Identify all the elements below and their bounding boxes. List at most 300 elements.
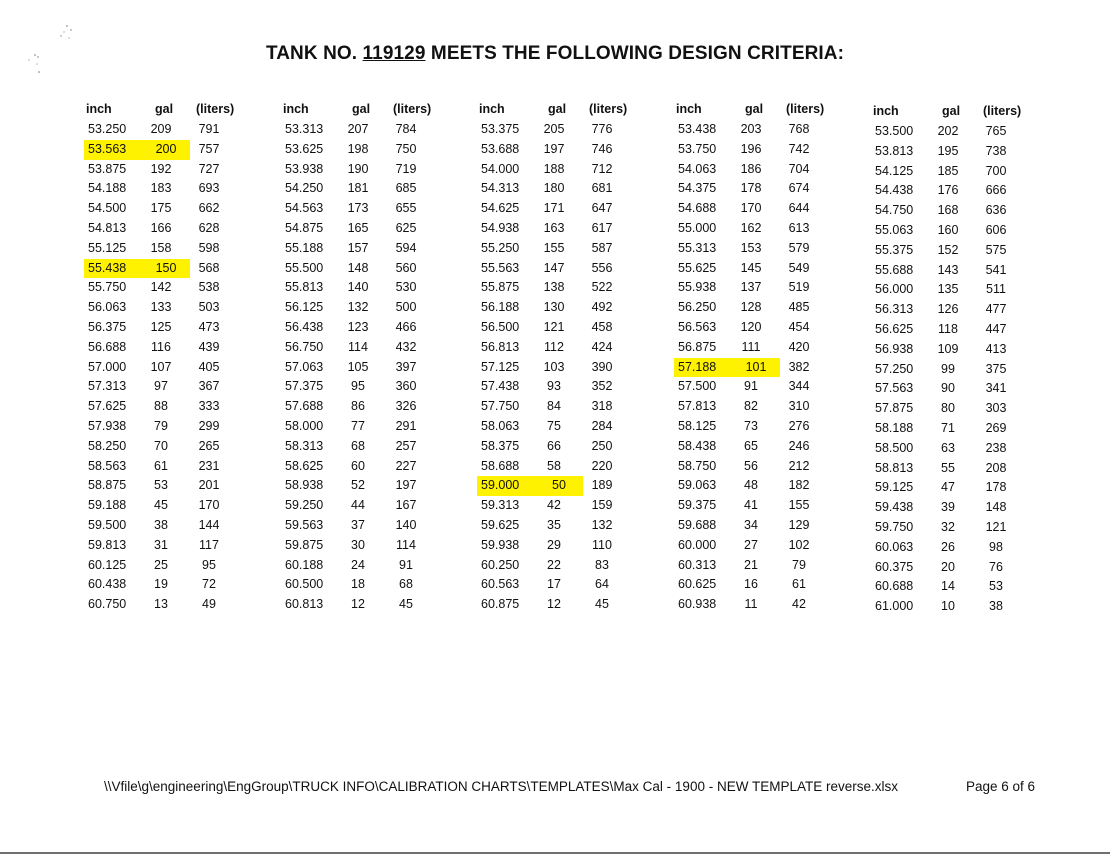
liters-cell: 432: [395, 339, 417, 354]
liters-cell: 727: [198, 161, 220, 176]
liters-cell: 344: [788, 379, 810, 394]
liters-cell: 644: [788, 201, 810, 216]
inch-cell: 57.313: [88, 379, 127, 394]
table-row: [281, 338, 441, 358]
header-inch: inch: [86, 102, 112, 116]
inch-cell: 57.500: [678, 379, 717, 394]
inch-cell: 53.875: [88, 161, 127, 176]
table-row: [84, 120, 244, 140]
gal-cell: 120: [740, 319, 762, 334]
inch-cell: 55.063: [875, 222, 914, 237]
inch-cell: 60.188: [285, 557, 324, 572]
gal-cell: 20: [941, 559, 955, 574]
inch-cell: 56.188: [481, 300, 520, 315]
liters-cell: 662: [198, 201, 220, 216]
liters-cell: 625: [395, 220, 417, 235]
table-row: [674, 397, 834, 417]
inch-cell: 58.875: [88, 478, 127, 493]
liters-cell: 42: [792, 597, 806, 612]
inch-cell: 58.125: [678, 418, 717, 433]
gal-cell: 21: [744, 557, 758, 572]
gal-cell: 17: [547, 577, 561, 592]
liters-cell: 220: [591, 458, 613, 473]
inch-cell: 54.188: [88, 181, 127, 196]
gal-cell: 79: [154, 418, 168, 433]
table-row: [871, 221, 1031, 241]
liters-cell: 102: [788, 537, 810, 552]
gal-cell: 99: [941, 361, 955, 376]
table-row: [871, 498, 1031, 518]
table-row: [674, 298, 834, 318]
inch-cell: 59.063: [678, 478, 717, 493]
table-row: [871, 300, 1031, 320]
gal-cell: 198: [347, 141, 369, 156]
gal-cell: 65: [744, 438, 758, 453]
inch-cell: 53.563: [84, 140, 144, 160]
gal-cell: 70: [154, 438, 168, 453]
gal-cell: 121: [543, 319, 565, 334]
table-row: [674, 259, 834, 279]
liters-cell: 114: [396, 537, 416, 552]
gal-cell: 107: [150, 359, 172, 374]
liters-cell: 375: [985, 361, 1007, 376]
gal-cell: 56: [744, 458, 758, 473]
gal-cell: 12: [547, 597, 561, 612]
inch-cell: 55.250: [481, 240, 520, 255]
liters-cell: 170: [198, 498, 220, 513]
inch-cell: 57.563: [875, 381, 914, 396]
inch-cell: 54.875: [285, 220, 324, 235]
liters-cell: 454: [788, 319, 810, 334]
gal-cell: 73: [744, 418, 758, 433]
inch-cell: 59.375: [678, 498, 717, 513]
gal-cell: 186: [740, 161, 762, 176]
gal-cell: 12: [351, 597, 365, 612]
liters-cell: 95: [202, 557, 216, 572]
inch-cell: 61.000: [875, 599, 914, 614]
liters-cell: 49: [202, 597, 216, 612]
liters-cell: 38: [989, 599, 1003, 614]
table-row: [871, 399, 1031, 419]
liters-cell: 257: [395, 438, 417, 453]
gal-cell: 24: [351, 557, 365, 572]
table-row: [84, 536, 244, 556]
table-row: [674, 318, 834, 338]
table-row: [674, 140, 834, 160]
inch-cell: 60.000: [678, 537, 717, 552]
gal-cell: 112: [544, 339, 564, 354]
inch-cell: 58.500: [875, 440, 914, 455]
table-row: [674, 575, 834, 595]
gal-cell: 105: [347, 359, 369, 374]
table-row: [477, 239, 637, 259]
gal-cell: 68: [351, 438, 365, 453]
gal-cell: 16: [744, 577, 758, 592]
liters-cell: 628: [198, 220, 220, 235]
gal-cell: 183: [150, 181, 172, 196]
gal-cell: 13: [154, 597, 168, 612]
liters-cell: 132: [591, 517, 613, 532]
table-row: [674, 556, 834, 576]
liters-cell: 246: [788, 438, 810, 453]
inch-cell: 60.875: [481, 597, 520, 612]
inch-cell: 60.750: [88, 597, 127, 612]
inch-cell: 60.375: [875, 559, 914, 574]
liters-cell: 250: [591, 438, 613, 453]
table-row: [871, 201, 1031, 221]
liters-cell: 750: [395, 141, 417, 156]
liters-cell: 538: [198, 280, 220, 295]
table-row: [477, 595, 637, 615]
gal-cell: 48: [744, 478, 758, 493]
liters-cell: 738: [985, 143, 1007, 158]
liters-cell: 64: [595, 577, 609, 592]
liters-cell: 45: [595, 597, 609, 612]
table-row: [281, 377, 441, 397]
inch-cell: 59.125: [875, 480, 914, 495]
file-path-footer: \\Vfile\g\engineering\EngGroup\TRUCK INFO\CALIBRATION CHARTS\TEMPLATES\Max Cal - 1900 - NEW TEMPLATE reverse.xlsx: [104, 779, 898, 794]
inch-cell: 56.750: [285, 339, 324, 354]
liters-cell: 765: [985, 124, 1007, 138]
table-row: [84, 556, 244, 576]
liters-cell: 129: [788, 517, 810, 532]
inch-cell: 60.813: [285, 597, 324, 612]
gal-cell: 30: [351, 537, 365, 552]
table-row: [281, 516, 441, 536]
table-row: [84, 397, 244, 417]
inch-cell: 58.313: [285, 438, 324, 453]
gal-cell: 44: [351, 498, 365, 513]
table-row: [84, 595, 244, 615]
page-number: Page 6 of 6: [966, 779, 1036, 794]
gal-cell: 55: [941, 460, 955, 475]
liters-cell: 72: [202, 577, 216, 592]
liters-cell: 284: [591, 418, 613, 433]
gal-cell: 66: [547, 438, 561, 453]
table-row: [477, 120, 637, 140]
inch-cell: 55.313: [678, 240, 717, 255]
header-inch: inch: [873, 104, 899, 118]
gal-cell: 41: [744, 498, 758, 513]
table-row: [477, 496, 637, 516]
gal-cell: 150: [142, 259, 190, 279]
liters-cell: 159: [591, 498, 613, 513]
liters-cell: 477: [985, 302, 1007, 317]
table-row: [674, 179, 834, 199]
gal-cell: 197: [543, 141, 565, 156]
header-liters: (liters): [786, 102, 825, 116]
gal-cell: 77: [351, 418, 365, 433]
gal-cell: 192: [150, 161, 172, 176]
liters-cell: 700: [985, 163, 1007, 178]
gal-cell: 160: [937, 222, 959, 237]
table-row: [84, 140, 244, 160]
liters-cell: 511: [986, 282, 1006, 297]
table-row: [281, 437, 441, 457]
inch-cell: 60.625: [678, 577, 717, 592]
gal-cell: 103: [543, 359, 565, 374]
table-row: [84, 219, 244, 239]
gal-cell: 162: [740, 220, 762, 235]
table-row: [84, 160, 244, 180]
gal-cell: 22: [547, 557, 561, 572]
liters-cell: 110: [592, 537, 612, 552]
inch-cell: 57.688: [285, 399, 324, 414]
table-header: [84, 98, 244, 120]
gal-cell: 109: [937, 341, 959, 356]
liters-cell: 208: [985, 460, 1007, 475]
header-gal: gal: [352, 102, 371, 116]
gal-cell: 71: [941, 420, 955, 435]
inch-cell: 53.625: [285, 141, 324, 156]
table-row: [871, 439, 1031, 459]
inch-cell: 56.875: [678, 339, 717, 354]
table-row: [477, 219, 637, 239]
inch-cell: 56.688: [88, 339, 127, 354]
header-inch: inch: [283, 102, 309, 116]
liters-cell: 594: [395, 240, 417, 255]
inch-cell: 58.375: [481, 438, 520, 453]
table-row: [674, 496, 834, 516]
liters-cell: 155: [788, 498, 810, 513]
table-row: [674, 199, 834, 219]
inch-cell: 58.938: [285, 478, 324, 493]
table-row: [84, 457, 244, 477]
gal-cell: 207: [347, 122, 369, 136]
gal-cell: 132: [347, 300, 369, 315]
gal-cell: 34: [744, 517, 758, 532]
table-row: [871, 340, 1031, 360]
table-header: [674, 98, 834, 120]
gal-cell: 157: [347, 240, 369, 255]
table-row: [871, 122, 1031, 142]
gal-cell: 143: [937, 262, 959, 277]
table-row: [281, 457, 441, 477]
gal-cell: 203: [740, 122, 762, 136]
gal-cell: 180: [543, 181, 565, 196]
inch-cell: 54.438: [875, 183, 914, 198]
liters-cell: 466: [395, 319, 417, 334]
gal-cell: 138: [543, 280, 565, 295]
gal-cell: 38: [154, 517, 168, 532]
tank-number: 119129: [362, 43, 426, 64]
gal-cell: 118: [938, 321, 958, 336]
table-row: [674, 239, 834, 259]
table-row: [871, 241, 1031, 261]
inch-cell: 55.188: [285, 240, 324, 255]
table-row: [871, 320, 1031, 340]
header-liters: (liters): [393, 102, 432, 116]
calibration-table-5: [871, 100, 1031, 617]
gal-cell: 18: [351, 577, 365, 592]
liters-cell: 560: [395, 260, 417, 275]
inch-cell: 57.875: [875, 401, 914, 416]
table-row: [84, 496, 244, 516]
gal-cell: 130: [543, 300, 565, 315]
table-row: [84, 575, 244, 595]
inch-cell: 55.438: [84, 259, 144, 279]
table-row: [84, 179, 244, 199]
table-row: [84, 338, 244, 358]
table-row: [477, 259, 637, 279]
inch-cell: 60.688: [875, 579, 914, 594]
liters-cell: 291: [395, 418, 417, 433]
liters-cell: 693: [198, 181, 220, 196]
inch-cell: 60.313: [678, 557, 717, 572]
header-gal: gal: [942, 104, 961, 118]
table-row: [477, 278, 637, 298]
gal-cell: 26: [941, 539, 955, 554]
header-inch: inch: [479, 102, 505, 116]
inch-cell: 56.313: [875, 302, 914, 317]
gal-cell: 200: [142, 140, 190, 160]
table-row: [871, 261, 1031, 281]
gal-cell: 202: [937, 124, 959, 138]
liters-cell: 685: [395, 181, 417, 196]
gal-cell: 175: [150, 201, 172, 216]
gal-cell: 75: [547, 418, 561, 433]
gal-cell: 125: [150, 319, 172, 334]
title-prefix: TANK NO.: [265, 43, 358, 64]
liters-cell: 121: [985, 519, 1007, 534]
liters-cell: 485: [788, 300, 810, 315]
table-row: [871, 360, 1031, 380]
liters-cell: 61: [792, 577, 806, 592]
liters-cell: 655: [395, 201, 417, 216]
gal-cell: 178: [740, 181, 762, 196]
table-row: [674, 377, 834, 397]
inch-cell: 56.813: [481, 339, 520, 354]
table-row: [281, 239, 441, 259]
gal-cell: 29: [547, 537, 561, 552]
gal-cell: 52: [351, 478, 365, 493]
inch-cell: 55.938: [678, 280, 717, 295]
liters-cell: 326: [395, 399, 417, 414]
liters-cell: 522: [591, 280, 613, 295]
liters-cell: 666: [985, 183, 1007, 198]
table-row: [871, 162, 1031, 182]
liters-cell: 556: [591, 260, 613, 275]
gal-cell: 145: [740, 260, 762, 275]
liters-cell: 117: [199, 537, 219, 552]
table-row: [477, 457, 637, 477]
table-row: [281, 160, 441, 180]
liters-cell: 53: [989, 579, 1003, 594]
table-row: [674, 457, 834, 477]
table-row: [84, 298, 244, 318]
table-row: [84, 239, 244, 259]
table-row: [871, 419, 1031, 439]
gal-cell: 190: [347, 161, 369, 176]
inch-cell: 56.625: [875, 321, 914, 336]
liters-cell: 360: [395, 379, 417, 394]
inch-cell: 58.250: [88, 438, 127, 453]
gal-cell: 140: [347, 280, 369, 295]
inch-cell: 53.750: [678, 141, 717, 156]
inch-cell: 53.500: [875, 124, 914, 138]
inch-cell: 59.625: [481, 517, 520, 532]
table-row: [674, 120, 834, 140]
inch-cell: 58.188: [875, 420, 914, 435]
table-row: [477, 140, 637, 160]
inch-cell: 54.250: [285, 181, 324, 196]
table-row: [871, 538, 1031, 558]
inch-cell: 56.125: [285, 300, 324, 315]
table-row: [84, 358, 244, 378]
liters-cell: 299: [198, 418, 220, 433]
gal-cell: 147: [543, 260, 565, 275]
inch-cell: 57.188: [674, 358, 734, 378]
table-row: [477, 298, 637, 318]
liters-cell: 390: [591, 359, 613, 374]
gal-cell: 37: [351, 517, 365, 532]
header-gal: gal: [155, 102, 174, 116]
inch-cell: 59.000: [477, 476, 537, 496]
liters-cell: 647: [591, 201, 613, 216]
table-row: [84, 278, 244, 298]
inch-cell: 59.500: [88, 517, 127, 532]
table-row: [477, 338, 637, 358]
table-row: [674, 417, 834, 437]
header-liters: (liters): [196, 102, 235, 116]
calibration-table-4: [674, 98, 834, 615]
gal-cell: 188: [543, 161, 565, 176]
gal-cell: 42: [547, 498, 561, 513]
liters-cell: 606: [985, 222, 1007, 237]
table-row: [674, 476, 834, 496]
table-row: [477, 536, 637, 556]
inch-cell: 53.313: [285, 122, 324, 136]
liters-cell: 265: [198, 438, 220, 453]
table-row: [84, 199, 244, 219]
table-row: [281, 120, 441, 140]
table-row: [477, 377, 637, 397]
inch-cell: 55.125: [88, 240, 127, 255]
table-row: [84, 516, 244, 536]
gal-cell: 39: [941, 500, 955, 515]
table-row: [674, 278, 834, 298]
gal-cell: 123: [347, 319, 369, 334]
table-row: [477, 437, 637, 457]
gal-cell: 185: [937, 163, 959, 178]
inch-cell: 55.000: [678, 220, 717, 235]
liters-cell: 98: [989, 539, 1003, 554]
gal-cell: 88: [154, 399, 168, 414]
gal-cell: 45: [154, 498, 168, 513]
table-row: [674, 338, 834, 358]
gal-cell: 61: [154, 458, 168, 473]
table-row: [84, 318, 244, 338]
liters-cell: 189: [591, 478, 613, 493]
inch-cell: 58.750: [678, 458, 717, 473]
calibration-table-1: [84, 98, 244, 615]
inch-cell: 57.625: [88, 399, 127, 414]
gal-cell: 14: [941, 579, 955, 594]
inch-cell: 58.063: [481, 418, 520, 433]
inch-cell: 60.938: [678, 597, 717, 612]
inch-cell: 56.375: [88, 319, 127, 334]
liters-cell: 178: [985, 480, 1007, 495]
gal-cell: 47: [941, 480, 955, 495]
table-row: [281, 318, 441, 338]
gal-cell: 176: [937, 183, 959, 198]
liters-cell: 352: [591, 379, 613, 394]
inch-cell: 59.438: [875, 500, 914, 515]
gal-cell: 158: [150, 240, 172, 255]
inch-cell: 54.000: [481, 161, 520, 176]
page-title: [0, 43, 1110, 65]
inch-cell: 59.813: [88, 537, 127, 552]
